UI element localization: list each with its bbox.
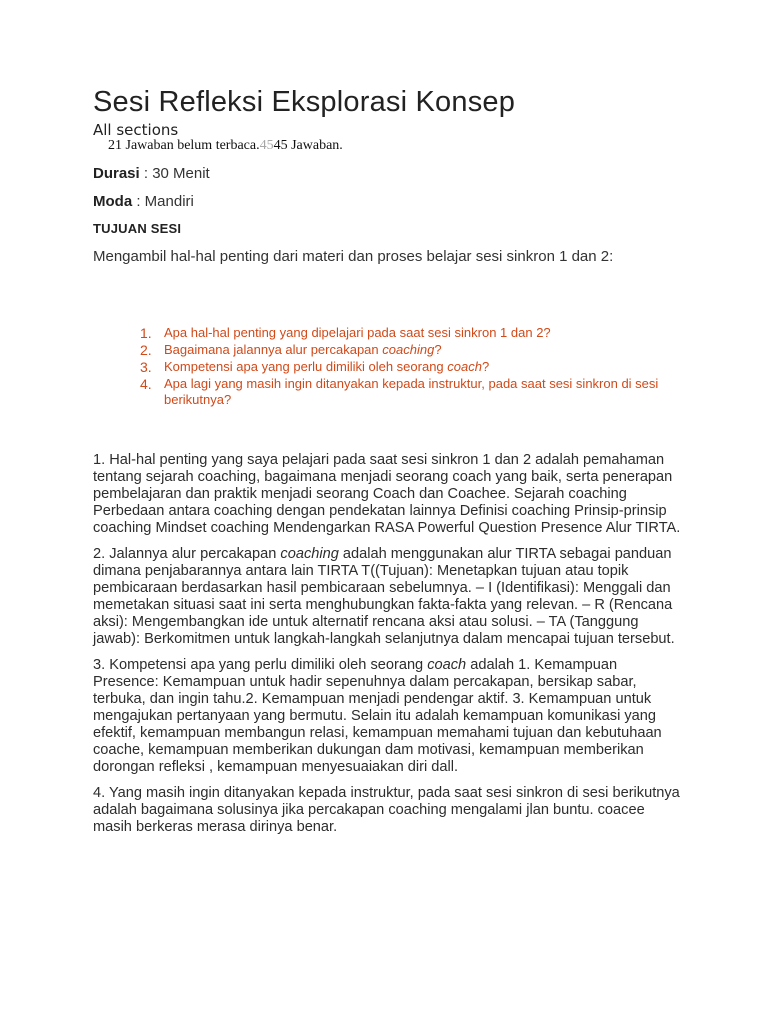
section-intro: Mengambil hal-hal penting dari materi dan proses belajar sesi sinkron 1 dan 2: — [93, 248, 614, 265]
answer-paragraph: 3. Kompetensi apa yang perlu dimiliki oleh seorang coach adalah 1. Kemampuan Presence: Kemampuan untuk hadir sepenuhnya dalam percakapan, bersikap sabar, terbuka, dan ingin tahu.2. Kemampuan menjadi pendengar aktif. 3. Kemampuan untuk mengajukan pertanyaan yang bermutu. Selain itu adalah kemampuan komunikasi yang efektif, kemampuan membangun relasi, kemampuan memahami tujuan dan kebutuhaan coache, kemampuan memberikan dukungan dam motivasi, kemampuan memberikan dorongan refleksi , kemampuan menyesuaiakan diri dall. — [93, 657, 662, 775]
answer-list — [93, 452, 683, 845]
durasi-label: Durasi — [93, 165, 140, 182]
question-text: Bagaimana jalannya alur percakapan coaching? — [164, 342, 442, 357]
gray-count-text: 45 — [259, 138, 274, 153]
durasi-value: : 30 Menit — [139, 165, 210, 182]
question-item — [140, 376, 680, 408]
answer-count-line — [108, 138, 343, 154]
total-count-text: 45 Jawaban. — [273, 138, 343, 153]
question-number: 4. — [140, 376, 152, 392]
sections-label: All sections — [93, 121, 179, 139]
question-item — [140, 342, 680, 358]
moda-label: Moda — [93, 193, 133, 210]
moda-value: : Mandiri — [132, 193, 194, 210]
question-text: Apa hal-hal penting yang dipelajari pada saat sesi sinkron 1 dan 2? — [164, 325, 551, 340]
question-text: Apa lagi yang masih ingin ditanyakan kepada instruktur, pada saat sesi sinkron di sesi berikutnya? — [164, 376, 659, 407]
answer-paragraph: 4. Yang masih ingin ditanyakan kepada instruktur, pada saat sesi sinkron di sesi berikutnya adalah bagaimana solusinya jika percakapan coaching mengalami jlan buntu. coacee masih berkeras merasa dirinya benar. — [93, 785, 680, 835]
question-list — [140, 325, 680, 409]
answer-paragraph: 2. Jalannya alur percakapan coaching adalah menggunakan alur TIRTA sebagai panduan dimana penjabarannya antara lain TIRTA T((Tujuan): Menetapkan tujuan atau topik pembicaraan berdasarkan hasil pembicaraan sebelumnya. – I (Identifikasi): Menggali dan memetakan situasi saat ini serta menghubungkan fakta-fakta yang relevan. – R (Rencana aksi): Mengembangkan ide untuk alternatif rencana aksi atau solusi. – TA (Tanggung jawab): Berkomitmen untuk langkah-langkah selanjutnya dalam mencapai tujuan tersebut. — [93, 546, 675, 647]
section-heading: TUJUAN SESI — [93, 221, 182, 236]
question-text: Kompetensi apa yang perlu dimiliki oleh seorang coach? — [164, 359, 490, 374]
answer-paragraph: 1. Hal-hal penting yang saya pelajari pada saat sesi sinkron 1 dan 2 adalah pemahaman tentang sejarah coaching, bagaimana menjadi seorang coach yang baik, serta penerapan pembelajaran dan praktik menjadi seorang Coach dan Coachee. Sejarah coaching Perbedaan antara coaching dengan pendekatan lainnya Definisi coaching Prinsip-prinsip coaching Mindset coaching Mendengarkan RASA Powerful Question Presence Alur TIRTA. — [93, 452, 681, 536]
durasi-line — [93, 165, 210, 182]
page-title: Sesi Refleksi Eksplorasi Konsep — [93, 86, 516, 118]
question-item — [140, 325, 680, 341]
question-number: 3. — [140, 359, 152, 375]
moda-line — [93, 193, 194, 210]
question-number: 1. — [140, 325, 152, 341]
unread-count-text: 21 Jawaban belum terbaca. — [108, 138, 260, 153]
question-number: 2. — [140, 342, 152, 358]
question-item — [140, 359, 680, 375]
